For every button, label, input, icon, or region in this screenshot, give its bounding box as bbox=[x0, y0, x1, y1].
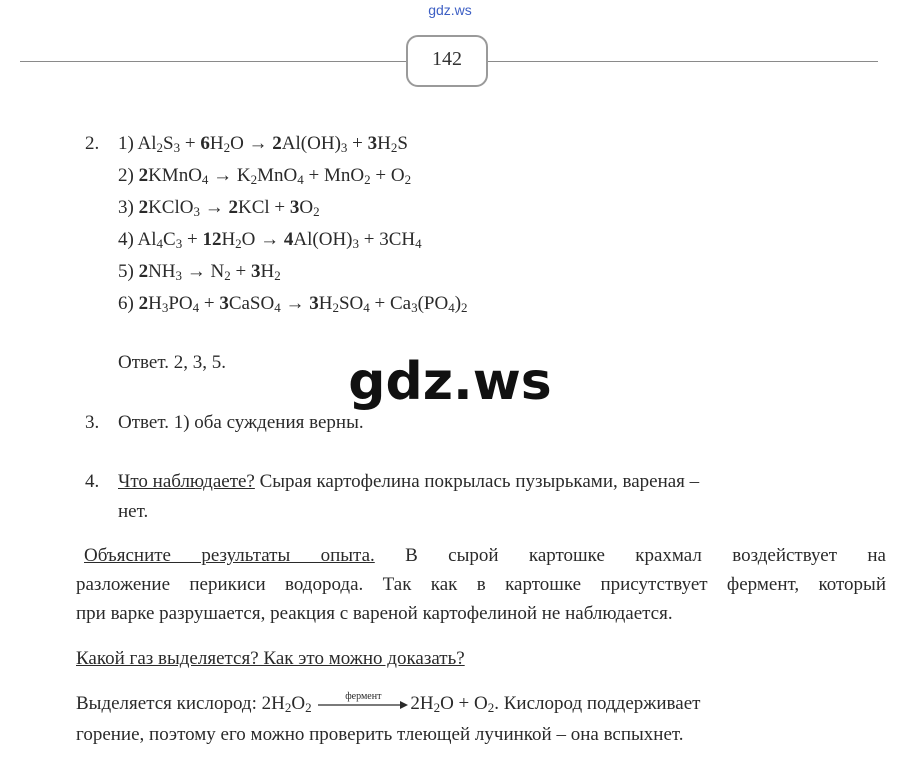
subscript: 4 bbox=[363, 300, 370, 315]
reaction-index: 6) bbox=[118, 293, 139, 314]
subscript: 3 bbox=[161, 300, 169, 315]
answer-explain-3: при варке разрушается, реакция с вареной картофелиной не наблюдается. bbox=[76, 603, 673, 624]
coefficient: 2 bbox=[228, 197, 238, 218]
gas-answer-mid: 2H bbox=[410, 693, 434, 714]
subscript: 3 bbox=[340, 140, 348, 155]
subscript: 3 bbox=[193, 204, 200, 219]
question-what-observe: Что наблюдаете? bbox=[118, 471, 255, 492]
question-explain: Объясните результаты опыта. bbox=[84, 545, 375, 566]
subscript: 2 bbox=[313, 204, 320, 219]
task-4-line-2: нет. bbox=[118, 501, 149, 522]
formula-text: O → bbox=[230, 133, 273, 154]
header-rule-right bbox=[488, 61, 878, 62]
coefficient: 2 bbox=[138, 165, 149, 186]
formula-text: H bbox=[260, 261, 275, 282]
subscript: 2 bbox=[274, 268, 281, 283]
formula-text: S bbox=[163, 133, 174, 154]
arrow-label: фермент bbox=[345, 691, 382, 702]
subscript: 4 bbox=[201, 172, 209, 187]
coefficient: 3 bbox=[367, 133, 378, 154]
subscript: 2 bbox=[250, 172, 258, 187]
explain-paragraph bbox=[76, 541, 886, 628]
header-rule-left bbox=[20, 61, 406, 62]
arrow-icon bbox=[318, 699, 408, 713]
watermark: gdz.ws bbox=[348, 352, 552, 412]
subscript: 4 bbox=[156, 236, 164, 251]
formula-text: + O bbox=[370, 165, 405, 186]
formula-text: Al bbox=[137, 133, 157, 154]
formula-text: → bbox=[199, 197, 229, 218]
subscript: 4 bbox=[448, 300, 455, 315]
coefficient: 3 bbox=[219, 293, 229, 314]
gas-answer-start: Выделяется кислород: 2H bbox=[76, 693, 285, 714]
reaction-arrow bbox=[318, 691, 408, 709]
coefficient: 6 bbox=[200, 133, 210, 154]
reaction-6 bbox=[118, 292, 468, 320]
formula-text: + bbox=[199, 293, 220, 314]
coefficient: 2 bbox=[138, 293, 149, 314]
formula-text: SO bbox=[338, 293, 364, 314]
gas-answer-tail: . Кислород поддерживает bbox=[494, 693, 701, 714]
reaction-4 bbox=[118, 228, 422, 256]
formula-text: + bbox=[347, 133, 368, 154]
reaction-5 bbox=[118, 260, 281, 288]
answer-explain-2: разложение перикиси водорода. Так как в картошке присутствует фермент, который bbox=[76, 574, 886, 595]
subscript: 3 bbox=[175, 236, 183, 251]
coefficient: 3 bbox=[309, 293, 319, 314]
subscript: 2 bbox=[156, 140, 164, 155]
subscript: 2 bbox=[332, 300, 339, 315]
answer-what-observe: Сырая картофелина покрылась пузырьками, вареная – bbox=[254, 471, 700, 492]
reaction-index: 1) bbox=[118, 133, 138, 154]
formula-text: KCl + bbox=[237, 197, 290, 218]
answer-explain-1: В сырой картошке крахмал воздействует на bbox=[374, 545, 886, 566]
question-gas-text: Какой газ выделяется? Как это можно доказать? bbox=[76, 648, 465, 669]
formula-text: + 3CH bbox=[359, 229, 416, 250]
formula-text: C bbox=[163, 229, 176, 250]
task-4-line-1 bbox=[118, 470, 699, 494]
formula-text: H bbox=[377, 133, 391, 154]
subscript: 2 bbox=[224, 268, 231, 283]
formula-text: NH bbox=[148, 261, 176, 282]
formula-text: KClO bbox=[148, 197, 194, 218]
reaction-index: 3) bbox=[118, 197, 139, 218]
formula-text: → bbox=[280, 293, 310, 314]
formula-text: (PO bbox=[417, 293, 449, 314]
formula-text: + MnO bbox=[303, 165, 365, 186]
coefficient: 3 bbox=[289, 197, 300, 218]
task-3-number: 3. bbox=[85, 412, 100, 433]
task-3-answer: Ответ. 1) оба суждения верны. bbox=[118, 412, 364, 433]
subscript: 3 bbox=[175, 268, 183, 283]
formula-text: ) bbox=[454, 293, 462, 314]
subscript: 4 bbox=[192, 300, 200, 315]
coefficient: 12 bbox=[202, 229, 222, 250]
task-4-number: 4. bbox=[85, 471, 100, 492]
coefficient: 2 bbox=[138, 197, 149, 218]
subscript: 2 bbox=[404, 172, 412, 187]
reaction-1 bbox=[118, 132, 408, 160]
gas-answer-line-2: горение, поэтому его можно проверить тлеющей лучинкой – она вспыхнет. bbox=[76, 724, 684, 745]
formula-text: → K bbox=[208, 165, 251, 186]
subscript: 2 bbox=[390, 140, 398, 155]
formula-text: PO bbox=[168, 293, 193, 314]
subscript: 4 bbox=[297, 172, 304, 187]
formula-text: Al bbox=[137, 229, 157, 250]
coefficient: 4 bbox=[283, 229, 294, 250]
reaction-3 bbox=[118, 196, 320, 224]
formula-text: + bbox=[182, 229, 203, 250]
task-2-number: 2. bbox=[85, 133, 100, 154]
coefficient: 3 bbox=[250, 261, 261, 282]
page-number: 142 bbox=[406, 35, 488, 87]
reaction-index: 2) bbox=[118, 165, 139, 186]
reaction-2 bbox=[118, 164, 411, 192]
formula-text: H bbox=[209, 133, 224, 154]
subscript: 3 bbox=[173, 140, 181, 155]
reaction-index: 5) bbox=[118, 261, 139, 282]
subscript: 4 bbox=[415, 236, 422, 251]
coefficient: 2 bbox=[272, 133, 282, 154]
subscript: 4 bbox=[274, 300, 281, 315]
subscript: 3 bbox=[411, 300, 418, 315]
task-2-answer: Ответ. 2, 3, 5. bbox=[118, 352, 226, 373]
formula-text: H bbox=[318, 293, 333, 314]
question-gas bbox=[76, 647, 465, 671]
subscript: 2 bbox=[461, 300, 468, 315]
formula-text: S bbox=[397, 133, 408, 154]
formula-text: → N bbox=[182, 261, 225, 282]
formula-text: H bbox=[221, 229, 236, 250]
coefficient: 2 bbox=[138, 261, 149, 282]
formula-text: O bbox=[299, 197, 314, 218]
formula-text: + bbox=[180, 133, 201, 154]
formula-text: O → bbox=[241, 229, 284, 250]
formula-text: + bbox=[230, 261, 251, 282]
formula-text: + Ca bbox=[369, 293, 412, 314]
reaction-index: 4) bbox=[118, 229, 138, 250]
formula-text: KMnO bbox=[148, 165, 202, 186]
gas-answer-line-1: Выделяется кислород: $2H_2O_2$ фермент $2H_2O + O_2$. Кислород поддерживает bbox=[76, 692, 700, 720]
formula-text: Al(OH) bbox=[293, 229, 353, 250]
formula-text: Al(OH) bbox=[281, 133, 341, 154]
formula-text: H bbox=[148, 293, 162, 314]
subscript: 3 bbox=[352, 236, 360, 251]
gas-answer-end: O + O bbox=[440, 693, 488, 714]
subscript: 2 bbox=[223, 140, 231, 155]
subscript: 2 bbox=[235, 236, 242, 251]
site-label: gdz.ws bbox=[428, 2, 472, 18]
subscript: 2 bbox=[364, 172, 371, 187]
formula-text: MnO bbox=[257, 165, 298, 186]
formula-text: CaSO bbox=[228, 293, 275, 314]
